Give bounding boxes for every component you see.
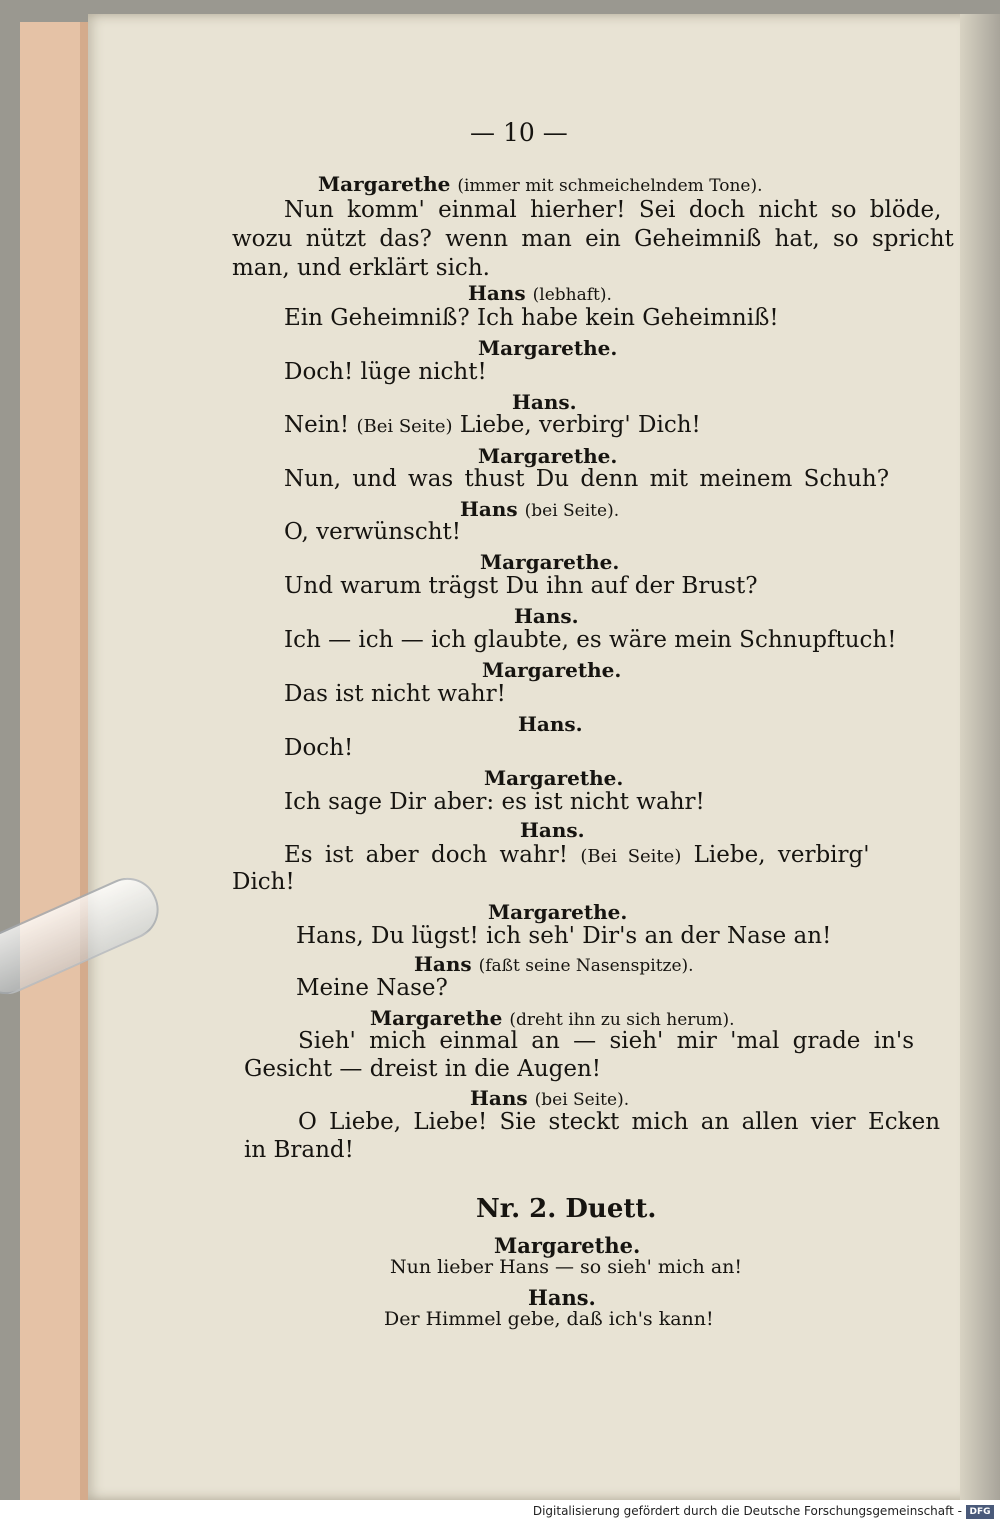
funding-credit: Digitalisierung gefördert durch die Deutsche Forschungsgemeinschaft - <box>532 1504 962 1518</box>
speaker-line <box>460 497 619 523</box>
aside-direction: (Bei Seite) <box>580 846 682 867</box>
dialogue-line: O Liebe, Liebe! Sie steckt mich an allen vier Ecken <box>298 1109 941 1135</box>
section-heading: Nr. 2. Duett. <box>476 1194 657 1224</box>
speaker-name: Margarethe. <box>482 658 622 682</box>
dialogue-line: Ein Geheimniß? Ich habe kein Geheimniß! <box>284 305 779 331</box>
dialogue-line: Und warum trägst Du ihn auf der Brust? <box>284 573 758 599</box>
stage-direction: (dreht ihn zu sich herum). <box>509 1010 735 1030</box>
speaker-name: Margarethe. <box>480 550 620 574</box>
lyric-line: Nun lieber Hans — so sieh' mich an! <box>390 1256 743 1278</box>
speaker-name: Margarethe. <box>494 1233 641 1258</box>
dialogue-line <box>284 411 701 441</box>
dialogue-line: Doch! <box>284 735 354 761</box>
stage-direction: (lebhaft). <box>532 285 612 305</box>
dialogue-line: Nun komm' einmal hierher! Sei doch nicht so blöde, <box>284 197 942 223</box>
speaker-name: Margarethe. <box>484 766 624 790</box>
aside-direction: (Bei Seite) <box>356 416 453 437</box>
dialogue-text: Nein! <box>284 412 350 438</box>
speaker-name: Hans. <box>514 604 579 628</box>
speaker-name: Hans. <box>520 818 585 842</box>
lyric-line: Der Himmel gebe, daß ich's kann! <box>384 1308 714 1330</box>
speaker-line <box>318 172 763 198</box>
dfg-logo: DFG <box>966 1505 994 1519</box>
dialogue-line: man, und erklärt sich. <box>232 255 490 281</box>
speaker-name: Margarethe <box>318 172 451 196</box>
speaker-name: Margarethe. <box>488 900 628 924</box>
speaker-name: Margarethe. <box>478 336 618 360</box>
dialogue-line: Hans, Du lügst! ich seh' Dir's an der Nase an! <box>296 923 832 949</box>
speaker-name: Hans. <box>512 390 577 414</box>
speaker-name: Hans <box>470 1086 528 1110</box>
stage-direction: (immer mit schmeichelndem Tone). <box>457 176 763 196</box>
dialogue-line: Meine Nase? <box>296 975 448 1001</box>
dialogue-line: O, verwünscht! <box>284 519 462 545</box>
stage-direction: (faßt seine Nasenspitze). <box>478 956 694 976</box>
speaker-name: Hans <box>468 281 526 305</box>
dialogue-line: Ich sage Dir aber: es ist nicht wahr! <box>284 789 705 815</box>
dialogue-line: Nun, und was thust Du denn mit meinem Schuh? <box>284 466 890 492</box>
speaker-line <box>414 952 694 978</box>
dialogue-text: Liebe, verbirg' <box>693 842 870 868</box>
dialogue-line <box>284 841 870 871</box>
dialogue-line: wozu nützt das? wenn man ein Geheimniß hat, so spricht <box>232 226 954 252</box>
dialogue-line: in Brand! <box>244 1137 354 1163</box>
speaker-name: Margarethe <box>370 1006 503 1030</box>
dialogue-line: Doch! lüge nicht! <box>284 359 487 385</box>
speaker-name: Hans. <box>528 1285 596 1310</box>
speaker-name: Hans. <box>518 712 583 736</box>
footer-bar <box>0 1502 1000 1522</box>
stage-direction: (bei Seite). <box>524 501 620 521</box>
stage-direction: (bei Seite). <box>534 1090 630 1110</box>
dialogue-text: Es ist aber doch wahr! <box>284 842 568 868</box>
speaker-name: Hans <box>414 952 472 976</box>
dialogue-line: Sieh' mich einmal an — sieh' mir 'mal grade in's <box>298 1028 915 1054</box>
page-number: — 10 — <box>470 118 568 147</box>
dialogue-line: Ich — ich — ich glaubte, es wäre mein Schnupftuch! <box>284 627 897 653</box>
speaker-name: Hans <box>460 497 518 521</box>
dialogue-line: Das ist nicht wahr! <box>284 681 506 707</box>
dialogue-line: Dich! <box>232 869 295 895</box>
dialogue-text: Liebe, verbirg' Dich! <box>459 412 701 438</box>
speaker-name: Margarethe. <box>478 444 618 468</box>
dialogue-line: Gesicht — dreist in die Augen! <box>244 1056 602 1082</box>
